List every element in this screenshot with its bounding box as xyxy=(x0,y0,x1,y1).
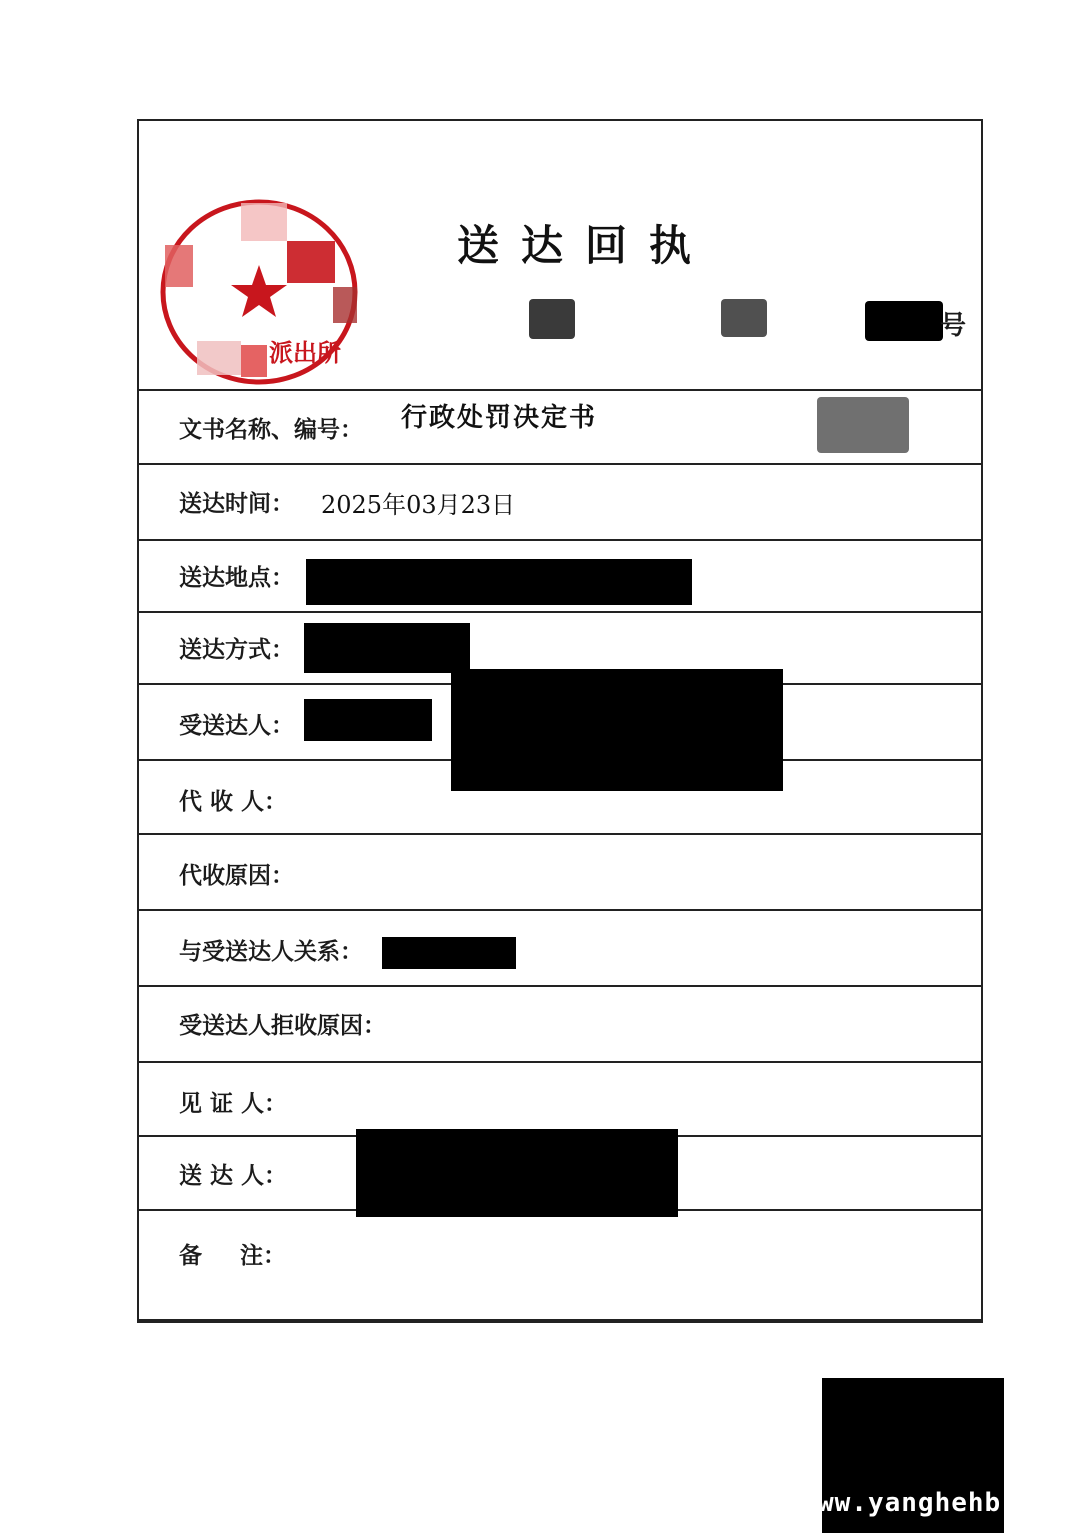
document-number xyxy=(529,297,974,341)
field-label: 送达方式： xyxy=(179,636,294,663)
field-label: 送 达 人： xyxy=(179,1162,288,1189)
form-header xyxy=(139,121,981,391)
receipt-form xyxy=(137,119,983,1323)
redaction-bar xyxy=(304,623,470,673)
field-proxy-reason xyxy=(139,835,981,911)
official-seal-icon xyxy=(157,195,361,389)
field-delivery-place xyxy=(139,541,981,613)
redaction-bar xyxy=(304,699,432,741)
field-document-name xyxy=(139,389,981,465)
field-label: 送达时间： xyxy=(179,490,294,517)
field-label: 备 注： xyxy=(179,1242,287,1269)
seal-text: 派出所 xyxy=(269,341,341,367)
blurred-number-segment xyxy=(721,299,767,337)
blurred-number-segment xyxy=(865,301,943,341)
blurred-document-code xyxy=(817,397,909,453)
redaction-bar xyxy=(306,559,692,605)
number-suffix: 号 xyxy=(939,311,966,341)
field-label: 代 收 人： xyxy=(179,788,288,815)
redaction-bar xyxy=(382,937,516,969)
field-label: 文书名称、编号： xyxy=(179,416,363,443)
redaction-block xyxy=(356,1129,678,1217)
field-label: 代收原因： xyxy=(179,862,294,889)
field-delivery-time xyxy=(139,465,981,541)
document-name-value: 行政处罚决定书 xyxy=(401,403,598,433)
field-label: 与受送达人关系： xyxy=(179,938,363,965)
redaction-block xyxy=(451,669,783,791)
blurred-number-segment xyxy=(529,299,575,339)
field-refusal-reason xyxy=(139,987,981,1063)
field-label: 送达地点： xyxy=(179,564,294,591)
page-title: 送达回执 xyxy=(457,221,714,270)
delivery-time-value: 2025年03月23日 xyxy=(321,491,516,519)
field-label: 见 证 人： xyxy=(179,1090,288,1117)
field-label: 受送达人拒收原因： xyxy=(179,1012,386,1039)
field-relationship xyxy=(139,911,981,987)
watermark-text: ww.yanghehb. xyxy=(818,1488,1018,1518)
field-remarks xyxy=(139,1211,981,1321)
field-label: 受送达人： xyxy=(179,712,294,739)
field-witness xyxy=(139,1063,981,1137)
